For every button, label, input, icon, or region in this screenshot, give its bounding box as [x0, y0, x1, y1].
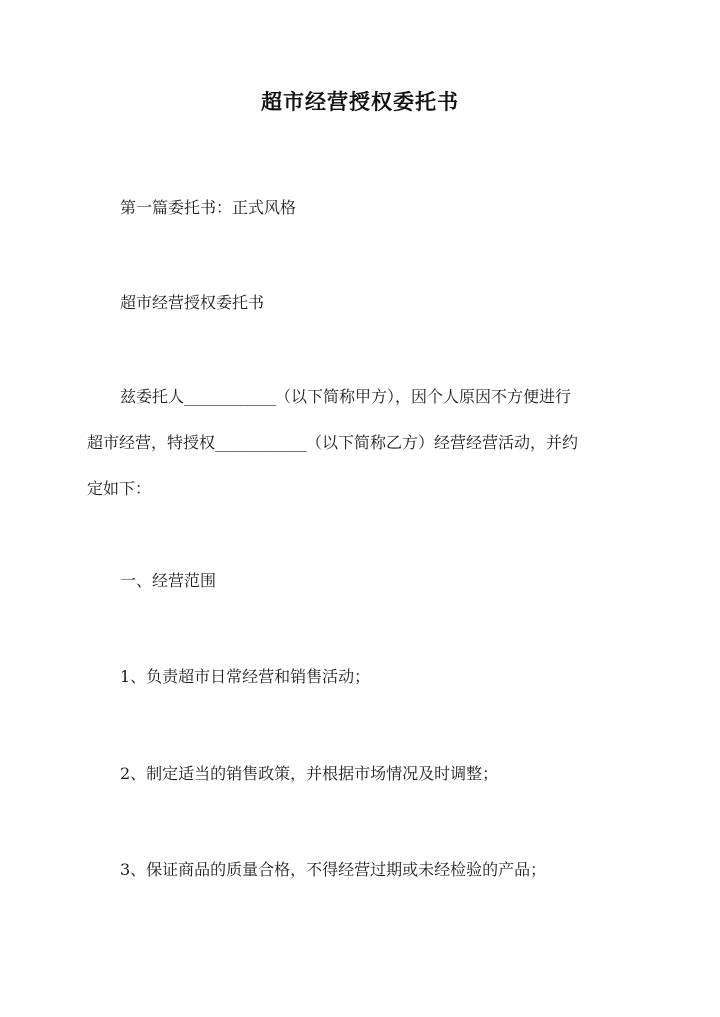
intro-line2-prefix: 超市经营，特授权: [87, 433, 216, 452]
intro-line2-suffix: （以下简称乙方）经营经营活动，并约: [306, 433, 579, 452]
document-title: 超市经营授权委托书: [261, 89, 459, 114]
intro-line-1: [87, 384, 632, 410]
scope-heading: 一、经营范围: [120, 571, 217, 590]
section-heading: 第一篇委托书：正式风格: [120, 198, 297, 217]
principal-name-blank: _____________: [184, 387, 276, 406]
list-item: 2、制定适当的销售政策，并根据市场情况及时调整；: [120, 764, 499, 783]
intro-line1-suffix: （以下简称甲方），因个人原因不方便进行: [275, 387, 572, 406]
agent-name-blank: _____________: [215, 433, 307, 452]
document-subtitle: 超市经营授权委托书: [120, 293, 265, 312]
intro-paragraph: [87, 384, 632, 502]
intro-line1-prefix: 兹委托人: [120, 387, 185, 406]
intro-line-3: 定如下：: [87, 479, 152, 498]
list-item: 3、保证商品的质量合格，不得经营过期或未经检验的产品；: [120, 860, 547, 879]
list-item: 1、负责超市日常经营和销售活动；: [120, 667, 371, 686]
intro-line-2: [87, 430, 632, 456]
